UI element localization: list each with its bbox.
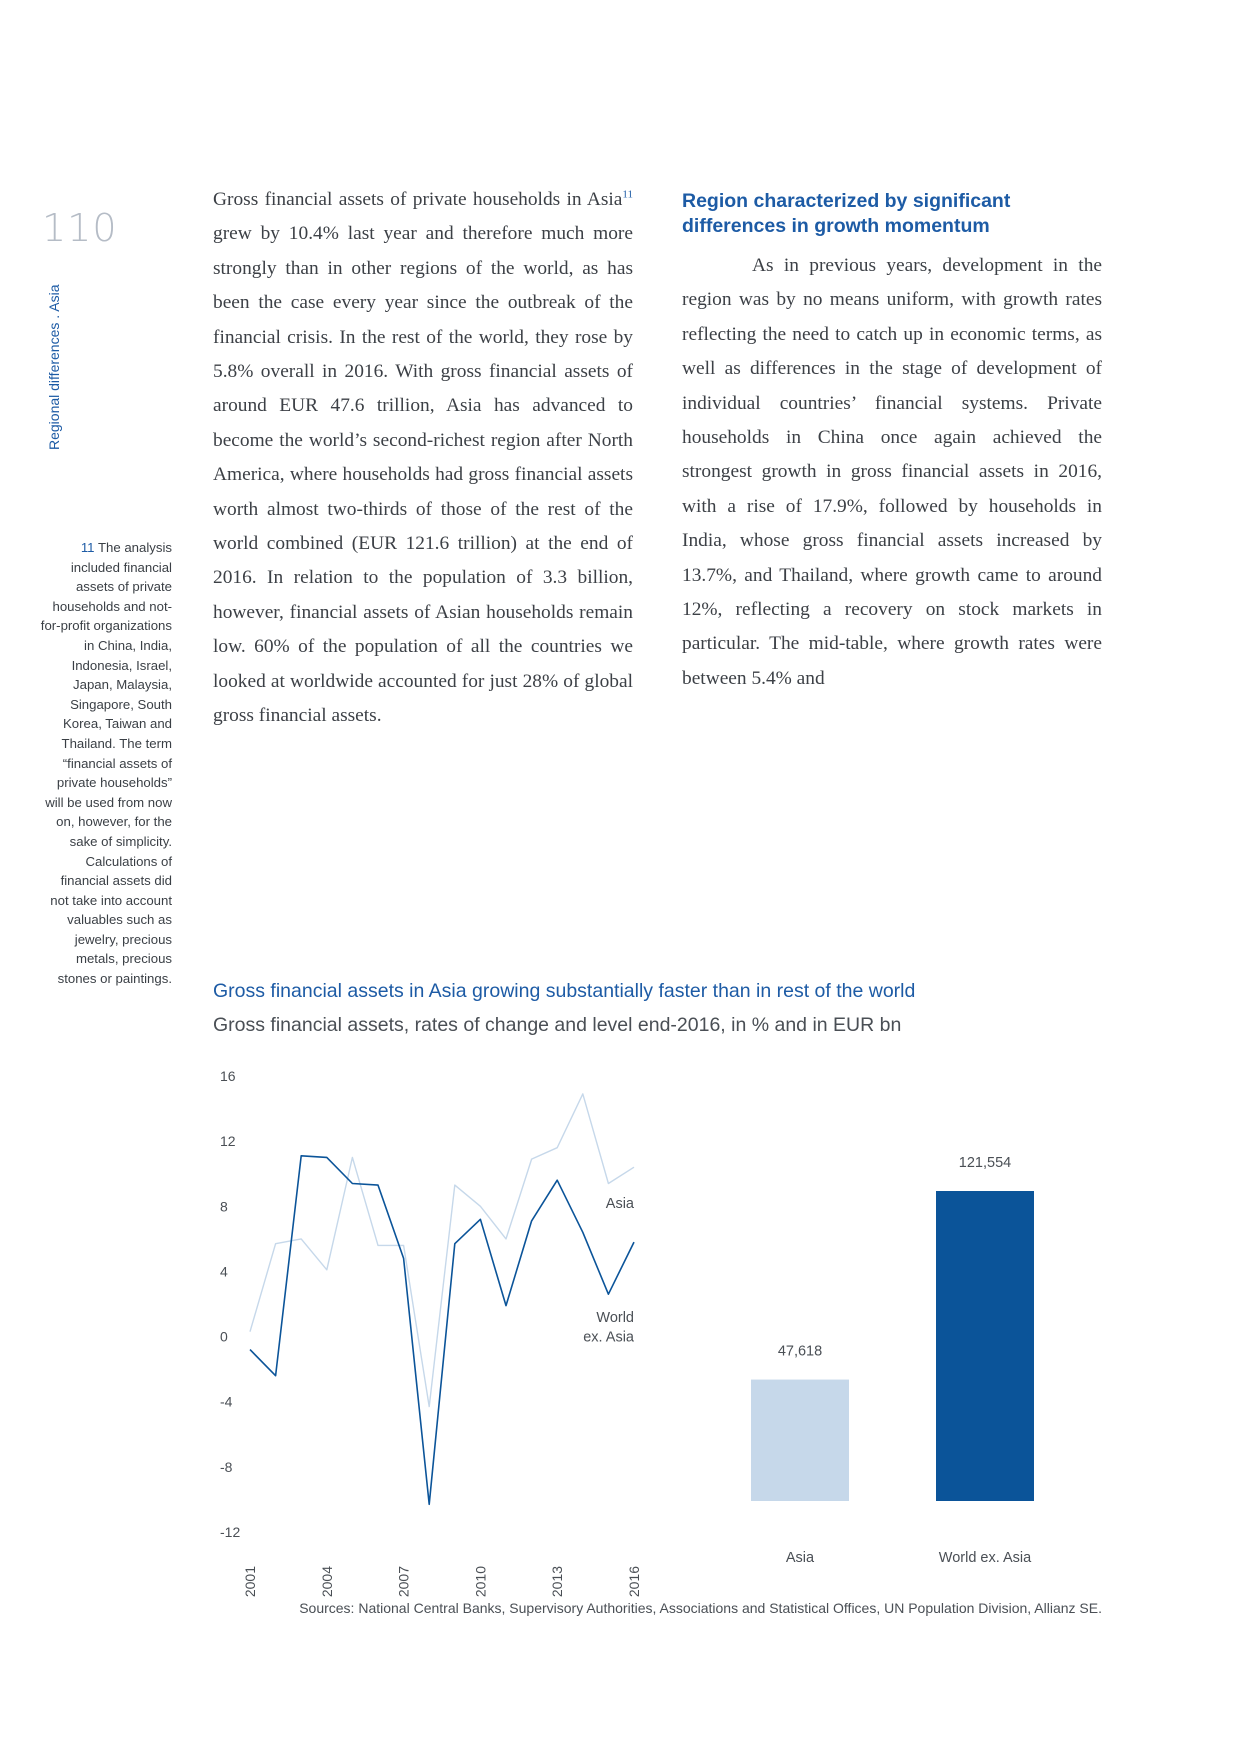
left-text-rest: grew by 10.4% last year and therefore much more strongly than in other regions of the world, as has been the case every year since the outbreak of the financial crisis. In the rest of the world, they rose by 5.8% overall in 2016. With gross financial assets of around EUR 47.6 trillion, Asia has advanced to become the world’s second-richest region after North America, where households had gross financial assets worth almost two-thirds of those of the rest of the world combined (EUR 121.6 trillion) at the end of 2016. In relation to the population of 3.3 billion, however, financial assets of Asian households remain low. 60% of the population of all the countries we looked at worldwide accounted for just 28% of global gross financial assets. (213, 223, 633, 727)
world-series-label-line2: ex. Asia (583, 1329, 634, 1346)
y-tick-label: -12 (220, 1524, 241, 1540)
bar-category-label: Asia (785, 1550, 815, 1566)
asia-bar (751, 1380, 849, 1501)
x-tick-label: 2016 (626, 1566, 642, 1598)
y-tick-label: -8 (220, 1458, 233, 1475)
y-tick-label: -4 (220, 1393, 233, 1410)
chart-title: Gross financial assets in Asia growing substantially faster than in rest of the world (213, 980, 916, 1002)
x-tick-label: 2001 (242, 1566, 258, 1598)
bar-value-label: 47,618 (777, 1343, 823, 1360)
y-tick-label: 16 (220, 1068, 236, 1084)
world-series-label-line1: World (596, 1309, 634, 1326)
asia-series-label: Asia (605, 1195, 634, 1212)
left-text-start: Gross financial assets of private households in Asia (213, 189, 623, 210)
world-ex-asia-bar (936, 1191, 1034, 1501)
footnote-reference: 11 (622, 188, 633, 201)
x-tick-label: 2013 (549, 1566, 566, 1598)
y-tick-label: 12 (220, 1133, 236, 1150)
asia-series-line (250, 1094, 634, 1407)
x-tick-label: 2007 (395, 1566, 412, 1598)
section-heading: Region characterized by significant differences in growth momentum (682, 190, 1011, 237)
page-number: 110 (42, 206, 118, 250)
section-side-label: Regional differences . Asia (46, 284, 62, 450)
right-paragraph: As in previous years, development in the region was by no means uniform, with growth rates reflecting the need to catch up in economic terms, as well as differences in the stage of development of individual countries’ financial systems. Private households in China once again achieved the strongest growth in gross financial assets in 2016, with a rise of 17.9%, followed by households in India, whose gross financial assets increased by 13.7%, and Thailand, where growth came to around 12%, reflecting a recovery on stock markets in particular. The mid-table, where growth rates were between 5.4% and (682, 255, 1102, 689)
world-ex-asia-series-line (250, 1156, 634, 1505)
footnote-text: The analysis included financial assets of private households and not-for-profit organizations in China, India, Indonesia, Israel, Japan, Malaysia, Singapore, South Korea, Taiwan and Thailand. The term “financial assets of private households” will be used from now on, however, for the sake of simplicity. Calculations of financial assets did not take into account valuables such as jewelry, precious metals, precious stones or paintings. (40, 540, 172, 987)
bar-category-label: World ex. Asia (938, 1550, 1032, 1566)
y-tick-label: 0 (220, 1328, 228, 1345)
bar-value-label: 121,554 (958, 1155, 1012, 1171)
footnote-number: 11 (80, 540, 95, 555)
x-tick-label: 2010 (472, 1566, 489, 1598)
y-tick-label: 8 (220, 1198, 228, 1215)
y-tick-label: 4 (220, 1263, 228, 1280)
chart-sources: Sources: National Central Banks, Supervisory Authorities, Associations and Statistical Offices, UN Population Division, Allianz SE. (299, 1600, 1102, 1616)
chart-subtitle: Gross financial assets, rates of change and level end-2016, in % and in EUR bn (213, 1014, 902, 1036)
x-tick-label: 2004 (318, 1566, 335, 1598)
